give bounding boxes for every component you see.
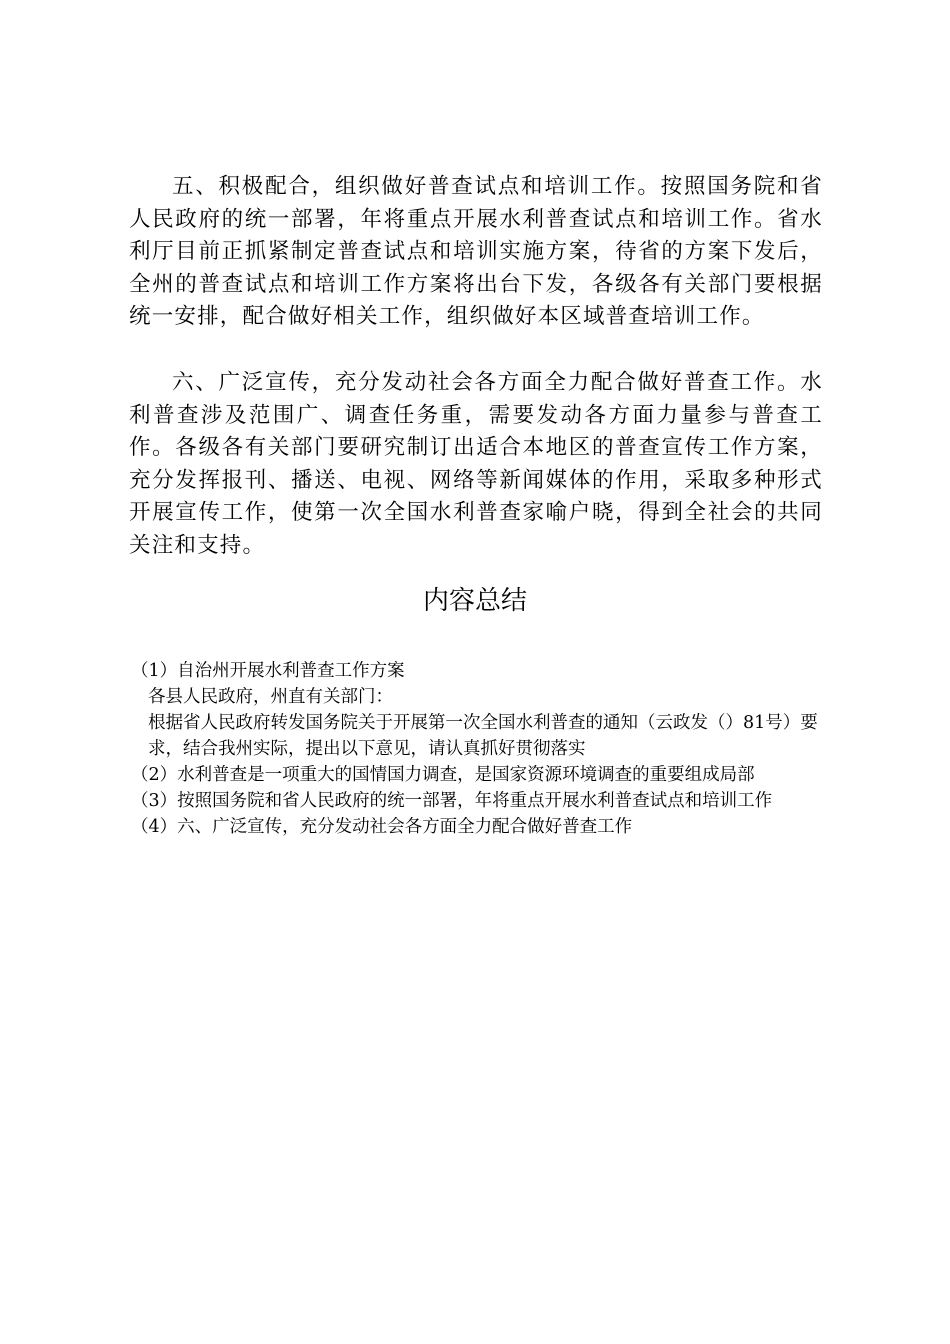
summary-item: 根据省人民政府转发国务院关于开展第一次全国水利普查的通知（云政发（）81号）要求，结合我州实际，提出以下意见，请认真抓好贯彻落实 [148, 713, 818, 759]
summary-item: 各县人民政府，州直有关部门： [148, 687, 393, 707]
summary-title: 内容总结 [422, 586, 527, 616]
body-paragraph-section-5 [129, 171, 823, 334]
summary-item: （1）自治州开展水利普查工作方案 [131, 661, 405, 681]
summary-item: （3）按照国务院和省人民政府的统一部署，年将重点开展水利普查试点和培训工作 [131, 791, 773, 811]
summary-item: （2）水利普查是一项重大的国情国力调查，是国家资源环境调查的重要组成局部 [131, 765, 755, 785]
body-paragraph-section-6 [129, 367, 823, 563]
summary-list [131, 658, 825, 840]
summary-item: （4）六、广泛宣传，充分发动社会各方面全力配合做好普查工作 [131, 817, 633, 837]
body-paragraph: 六、广泛宣传，充分发动社会各方面全力配合做好普查工作。水利普查涉及范围广、调查任务重，需要发动各方面力量参与普查工作。各级各有关部门要研究制订出适合本地区的普查宣传工作方案，充分发挥报刊、播送、电视、网络等新闻媒体的作用，采取多种形式开展宣传工作，使第一次全国水利普查家喻户晓，得到全社会的共同关注和支持。 [129, 370, 823, 558]
body-paragraph: 五、积极配合，组织做好普查试点和培训工作。按照国务院和省人民政府的统一部署，年将重点开展水利普查试点和培训工作。省水利厅目前正抓紧制定普查试点和培训实施方案，待省的方案下发后，全州的普查试点和培训工作方案将出台下发，各级各有关部门要根据统一安排，配合做好相关工作，组织做好本区域普查培训工作。 [129, 174, 823, 330]
